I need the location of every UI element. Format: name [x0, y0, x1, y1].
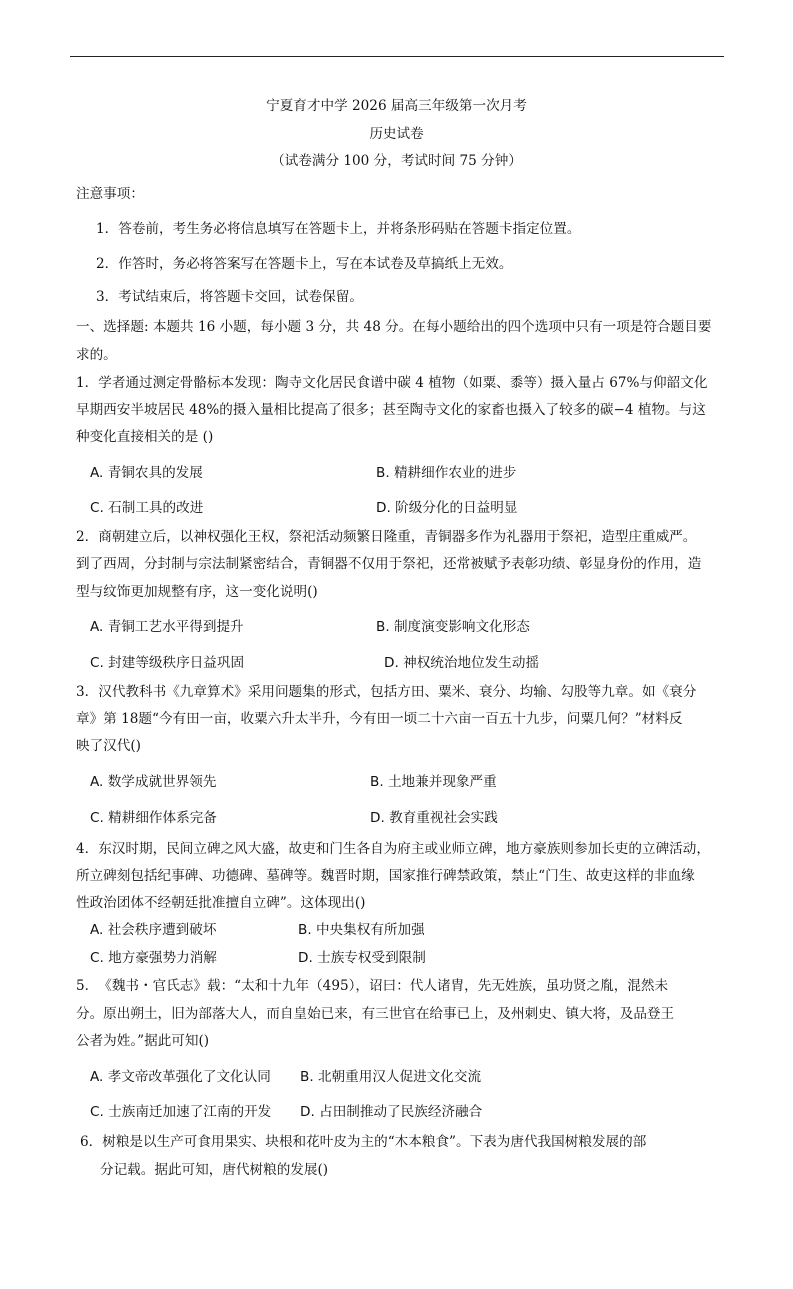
notice-item: 3．考试结束后，将答题卡交回，试卷保留。 [96, 289, 363, 305]
section-heading: 求的。 [76, 347, 117, 363]
question-5-option-a: A. 孝文帝改革强化了文化认同 [90, 1069, 271, 1085]
question-1-text: 早期西安半坡居民 48%的摄入量相比提高了很多；甚至陶寺文化的家畜也摄入了较多的碳−4 植物。与这 [76, 402, 706, 418]
header-rule [70, 56, 724, 57]
question-1-option-c: C. 石制工具的改进 [90, 500, 204, 516]
question-5-text: 分。原出朔土，旧为部落大人，而自皇始已来，有三世官在给事已上，及州刺史、镇大将，及品登王 [76, 1006, 675, 1022]
question-6-text: 分记载。据此可知，唐代树粮的发展() [100, 1162, 329, 1178]
question-1-option-b: B. 精耕细作农业的进步 [376, 465, 517, 481]
notice-heading: 注意事项： [76, 186, 144, 202]
question-2-text: 到了西周，分封制与宗法制紧密结合，青铜器不仅用于祭祀，还常被赋予表彰功绩、彰显身份的作用，造 [76, 556, 702, 572]
question-5-option-d: D. 占田制推动了民族经济融合 [300, 1104, 483, 1120]
question-5-option-b: B. 北朝重用汉人促进文化交流 [300, 1069, 482, 1085]
question-3-text: 章》第 18题“今有田一亩，收粟六升太半升，今有田一顷二十六亩一百五十九步，问粟几何？”材料反 [76, 711, 683, 727]
question-2-option-b: B. 制度演变影响文化形态 [376, 619, 530, 635]
question-3-text: 映了汉代() [76, 738, 141, 754]
question-1-option-d: D. 阶级分化的日益明显 [376, 500, 518, 516]
question-1-option-a: A. 青铜农具的发展 [90, 465, 203, 481]
question-6-text: 6．树粮是以生产可食用果实、块根和花叶皮为主的“木本粮食”。下表为唐代我国树粮发展的部 [80, 1134, 647, 1150]
question-2-option-a: A. 青铜工艺水平得到提升 [90, 619, 244, 635]
exam-subject: 历史试卷 [369, 126, 424, 142]
section-heading: 一、选择题: 本题共 16 小题，每小题 3 分，共 48 分。在每小题给出的四个选项中只有一项是符合题目要 [76, 319, 712, 335]
question-4-option-d: D. 士族专权受到限制 [298, 950, 426, 966]
question-2-text: 2．商朝建立后，以神权强化王权，祭祀活动频繁日隆重，青铜器多作为礼器用于祭祀，造型庄重威严。 [76, 529, 697, 545]
question-3-option-b: B. 土地兼并现象严重 [370, 774, 497, 790]
question-3-text: 3．汉代教科书《九章算术》采用问题集的形式，包括方田、粟米、衰分、均输、勾股等九章。如《衰分 [76, 684, 697, 700]
question-3-option-c: C. 精耕细作体系完备 [90, 810, 217, 826]
question-3-option-a: A. 数学成就世界领先 [90, 774, 217, 790]
exam-info: （试卷满分 100 分，考试时间 75 分钟） [271, 153, 522, 169]
question-2-option-c: C. 封建等级秩序日益巩固 [90, 655, 245, 671]
question-4-option-b: B. 中央集权有所加强 [298, 922, 425, 938]
question-1-text: 种变化直接相关的是 () [76, 429, 214, 445]
notice-item: 1．答卷前，考生务必将信息填写在答题卡上，并将条形码贴在答题卡指定位置。 [96, 221, 581, 237]
notice-item: 2．作答时，务必将答案写在答题卡上，写在本试卷及草搞纸上无效。 [96, 256, 513, 272]
question-4-option-c: C. 地方豪强势力消解 [90, 950, 217, 966]
question-2-text: 型与纹饰更加规整有序，这一变化说明() [76, 584, 318, 600]
question-4-text: 性政治团体不经朝廷批准擅自立碑”。这体现出() [76, 895, 366, 911]
question-3-option-d: D. 教育重视社会实践 [370, 810, 498, 826]
question-1-text: 1．学者通过测定骨骼标本发现：陶寺文化居民食谱中碳 4 植物（如粟、黍等）摄入量占 67%与仰韶文化 [76, 375, 708, 391]
question-5-option-c: C. 士族南迁加速了江南的开发 [90, 1104, 272, 1120]
question-5-text: 公者为姓。”据此可知() [76, 1033, 210, 1049]
question-4-text: 4．东汉时期，民间立碑之风大盛，故吏和门生各自为府主或业师立碑，地方豪族则参加长吏的立碑活动， [76, 841, 710, 857]
question-4-option-a: A. 社会秩序遭到破坏 [90, 922, 217, 938]
question-4-text: 所立碑刻包括纪事碑、功德碑、墓碑等。魏晋时期，国家推行碑禁政策，禁止“门生、故吏这样的非血缘 [76, 868, 695, 884]
question-5-text: 5． 《魏书・官氏志》载：“太和十九年（495），诏曰：代人诸胄，先无姓族，虽功贤之胤，混然未 [76, 978, 669, 994]
exam-title: 宁夏育才中学 2026 届高三年级第一次月考 [266, 98, 527, 114]
question-2-option-d: D. 神权统治地位发生动摇 [384, 655, 540, 671]
